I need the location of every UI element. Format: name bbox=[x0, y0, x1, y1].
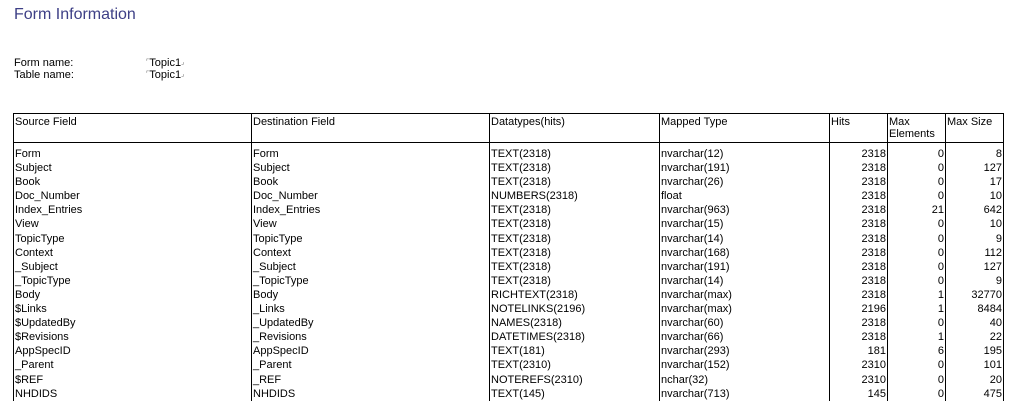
table-body bbox=[14, 143, 1004, 401]
field-end-marker-icon: ⌟ bbox=[181, 71, 185, 78]
mapped-type-cell: nvarchar(293) bbox=[660, 344, 830, 358]
hits-cell: 2318 bbox=[830, 330, 888, 344]
hits-cell: 2318 bbox=[830, 217, 888, 231]
max-elements-cell: 0 bbox=[888, 189, 946, 203]
destination-field-cell: _UpdatedBy bbox=[252, 316, 490, 330]
table-row bbox=[14, 175, 1004, 189]
page-title: Form Information bbox=[14, 6, 136, 23]
hits-cell: 2318 bbox=[830, 316, 888, 330]
max-elements-cell: 0 bbox=[888, 217, 946, 231]
source-field-cell: _Subject bbox=[14, 260, 252, 274]
destination-field-cell: NHDIDS bbox=[252, 387, 490, 401]
max-size-cell: 32770 bbox=[946, 288, 1004, 302]
datatype-cell: TEXT(2310) bbox=[490, 358, 660, 372]
column-header-source-field: Source Field bbox=[14, 114, 252, 143]
table-name-value: ⌜Topic1⌟ bbox=[146, 69, 185, 81]
table-row bbox=[14, 274, 1004, 288]
table-row bbox=[14, 302, 1004, 316]
destination-field-cell: Body bbox=[252, 288, 490, 302]
max-elements-cell: 1 bbox=[888, 288, 946, 302]
hits-cell: 2318 bbox=[830, 189, 888, 203]
field-marker-icon: ⌜ bbox=[146, 71, 150, 78]
source-field-cell: _Parent bbox=[14, 358, 252, 372]
max-size-cell: 40 bbox=[946, 316, 1004, 330]
max-elements-cell: 0 bbox=[888, 274, 946, 288]
source-field-cell: Form bbox=[14, 143, 252, 162]
max-size-cell: 101 bbox=[946, 358, 1004, 372]
field-end-marker-icon: ⌟ bbox=[181, 59, 185, 66]
datatype-cell: NOTELINKS(2196) bbox=[490, 302, 660, 316]
destination-field-cell: Book bbox=[252, 175, 490, 189]
mapped-type-cell: nvarchar(152) bbox=[660, 358, 830, 372]
datatype-cell: TEXT(145) bbox=[490, 387, 660, 401]
max-size-cell: 127 bbox=[946, 260, 1004, 274]
max-size-cell: 20 bbox=[946, 373, 1004, 387]
table-row bbox=[14, 373, 1004, 387]
max-size-cell: 8484 bbox=[946, 302, 1004, 316]
form-name-value: ⌜Topic1⌟ bbox=[146, 57, 185, 69]
source-field-cell: Context bbox=[14, 246, 252, 260]
table-row bbox=[14, 260, 1004, 274]
hits-cell: 2318 bbox=[830, 161, 888, 175]
hits-cell: 145 bbox=[830, 387, 888, 401]
mapped-type-cell: nvarchar(15) bbox=[660, 217, 830, 231]
max-elements-cell: 0 bbox=[888, 246, 946, 260]
max-size-cell: 195 bbox=[946, 344, 1004, 358]
table-row bbox=[14, 161, 1004, 175]
max-size-cell: 9 bbox=[946, 274, 1004, 288]
destination-field-cell: Form bbox=[252, 143, 490, 162]
field-mapping-table bbox=[13, 113, 1004, 401]
hits-cell: 2318 bbox=[830, 288, 888, 302]
max-elements-cell: 0 bbox=[888, 143, 946, 162]
table-row bbox=[14, 232, 1004, 246]
hits-cell: 2318 bbox=[830, 260, 888, 274]
max-elements-cell: 0 bbox=[888, 232, 946, 246]
source-field-cell: TopicType bbox=[14, 232, 252, 246]
source-field-cell: Body bbox=[14, 288, 252, 302]
column-header-datatypes: Datatypes(hits) bbox=[490, 114, 660, 143]
max-size-cell: 475 bbox=[946, 387, 1004, 401]
hits-cell: 181 bbox=[830, 344, 888, 358]
max-elements-cell: 1 bbox=[888, 302, 946, 316]
max-size-cell: 9 bbox=[946, 232, 1004, 246]
column-header-hits: Hits bbox=[830, 114, 888, 143]
mapped-type-cell: nvarchar(66) bbox=[660, 330, 830, 344]
datatype-cell: TEXT(2318) bbox=[490, 143, 660, 162]
hits-cell: 2310 bbox=[830, 373, 888, 387]
hits-cell: 2318 bbox=[830, 203, 888, 217]
mapped-type-cell: nvarchar(14) bbox=[660, 274, 830, 288]
datatype-cell: RICHTEXT(2318) bbox=[490, 288, 660, 302]
max-elements-cell: 0 bbox=[888, 175, 946, 189]
mapped-type-cell: nchar(32) bbox=[660, 373, 830, 387]
mapped-type-cell: nvarchar(max) bbox=[660, 302, 830, 316]
mapped-type-cell: nvarchar(max) bbox=[660, 288, 830, 302]
datatype-cell: TEXT(2318) bbox=[490, 161, 660, 175]
destination-field-cell: _REF bbox=[252, 373, 490, 387]
datatype-cell: NAMES(2318) bbox=[490, 316, 660, 330]
table-row bbox=[14, 143, 1004, 162]
column-header-max-size: Max Size bbox=[946, 114, 1004, 143]
max-size-cell: 127 bbox=[946, 161, 1004, 175]
destination-field-cell: Subject bbox=[252, 161, 490, 175]
source-field-cell: $Links bbox=[14, 302, 252, 316]
column-header-max-elements: Max Elements bbox=[888, 114, 946, 143]
datatype-cell: TEXT(2318) bbox=[490, 232, 660, 246]
max-size-cell: 642 bbox=[946, 203, 1004, 217]
mapped-type-cell: nvarchar(191) bbox=[660, 260, 830, 274]
datatype-cell: TEXT(2318) bbox=[490, 260, 660, 274]
destination-field-cell: TopicType bbox=[252, 232, 490, 246]
source-field-cell: $UpdatedBy bbox=[14, 316, 252, 330]
mapped-type-cell: float bbox=[660, 189, 830, 203]
max-elements-cell: 21 bbox=[888, 203, 946, 217]
mapped-type-cell: nvarchar(12) bbox=[660, 143, 830, 162]
mapped-type-cell: nvarchar(963) bbox=[660, 203, 830, 217]
hits-cell: 2318 bbox=[830, 274, 888, 288]
datatype-cell: NOTEREFS(2310) bbox=[490, 373, 660, 387]
destination-field-cell: Doc_Number bbox=[252, 189, 490, 203]
source-field-cell: AppSpecID bbox=[14, 344, 252, 358]
column-header-destination-field: Destination Field bbox=[252, 114, 490, 143]
table-row bbox=[14, 189, 1004, 203]
datatype-cell: TEXT(2318) bbox=[490, 274, 660, 288]
destination-field-cell: _TopicType bbox=[252, 274, 490, 288]
destination-field-cell: _Links bbox=[252, 302, 490, 316]
table-header-row bbox=[14, 114, 1004, 143]
hits-cell: 2310 bbox=[830, 358, 888, 372]
max-elements-cell: 0 bbox=[888, 316, 946, 330]
max-size-cell: 22 bbox=[946, 330, 1004, 344]
datatype-cell: TEXT(2318) bbox=[490, 246, 660, 260]
mapped-type-cell: nvarchar(713) bbox=[660, 387, 830, 401]
destination-field-cell: _Subject bbox=[252, 260, 490, 274]
max-elements-cell: 0 bbox=[888, 358, 946, 372]
source-field-cell: View bbox=[14, 217, 252, 231]
destination-field-cell: AppSpecID bbox=[252, 344, 490, 358]
hits-cell: 2318 bbox=[830, 175, 888, 189]
datatype-cell: TEXT(181) bbox=[490, 344, 660, 358]
table-row bbox=[14, 387, 1004, 401]
max-size-cell: 10 bbox=[946, 189, 1004, 203]
mapped-type-cell: nvarchar(191) bbox=[660, 161, 830, 175]
destination-field-cell: Context bbox=[252, 246, 490, 260]
max-size-cell: 112 bbox=[946, 246, 1004, 260]
source-field-cell: Doc_Number bbox=[14, 189, 252, 203]
source-field-cell: $Revisions bbox=[14, 330, 252, 344]
max-size-cell: 17 bbox=[946, 175, 1004, 189]
table-row bbox=[14, 344, 1004, 358]
hits-cell: 2196 bbox=[830, 302, 888, 316]
max-elements-cell: 0 bbox=[888, 161, 946, 175]
field-marker-icon: ⌜ bbox=[146, 59, 150, 66]
table-row bbox=[14, 203, 1004, 217]
table-row bbox=[14, 330, 1004, 344]
table-row bbox=[14, 316, 1004, 330]
destination-field-cell: _Revisions bbox=[252, 330, 490, 344]
table-name-label: Table name: bbox=[14, 69, 74, 81]
max-elements-cell: 0 bbox=[888, 387, 946, 401]
source-field-cell: Book bbox=[14, 175, 252, 189]
source-field-cell: Index_Entries bbox=[14, 203, 252, 217]
source-field-cell: $REF bbox=[14, 373, 252, 387]
max-elements-cell: 0 bbox=[888, 260, 946, 274]
datatype-cell: TEXT(2318) bbox=[490, 217, 660, 231]
hits-cell: 2318 bbox=[830, 246, 888, 260]
max-size-cell: 8 bbox=[946, 143, 1004, 162]
source-field-cell: _TopicType bbox=[14, 274, 252, 288]
table-row bbox=[14, 217, 1004, 231]
max-elements-cell: 6 bbox=[888, 344, 946, 358]
datatype-cell: TEXT(2318) bbox=[490, 175, 660, 189]
mapped-type-cell: nvarchar(26) bbox=[660, 175, 830, 189]
hits-cell: 2318 bbox=[830, 143, 888, 162]
datatype-cell: DATETIMES(2318) bbox=[490, 330, 660, 344]
source-field-cell: NHDIDS bbox=[14, 387, 252, 401]
destination-field-cell: View bbox=[252, 217, 490, 231]
max-elements-cell: 1 bbox=[888, 330, 946, 344]
mapped-type-cell: nvarchar(60) bbox=[660, 316, 830, 330]
mapped-type-cell: nvarchar(168) bbox=[660, 246, 830, 260]
table-row bbox=[14, 246, 1004, 260]
datatype-cell: TEXT(2318) bbox=[490, 203, 660, 217]
table-row bbox=[14, 358, 1004, 372]
datatype-cell: NUMBERS(2318) bbox=[490, 189, 660, 203]
column-header-mapped-type: Mapped Type bbox=[660, 114, 830, 143]
max-elements-cell: 0 bbox=[888, 373, 946, 387]
form-name-label: Form name: bbox=[14, 57, 74, 69]
max-size-cell: 10 bbox=[946, 217, 1004, 231]
destination-field-cell: Index_Entries bbox=[252, 203, 490, 217]
source-field-cell: Subject bbox=[14, 161, 252, 175]
table-row bbox=[14, 288, 1004, 302]
destination-field-cell: _Parent bbox=[252, 358, 490, 372]
mapped-type-cell: nvarchar(14) bbox=[660, 232, 830, 246]
hits-cell: 2318 bbox=[830, 232, 888, 246]
